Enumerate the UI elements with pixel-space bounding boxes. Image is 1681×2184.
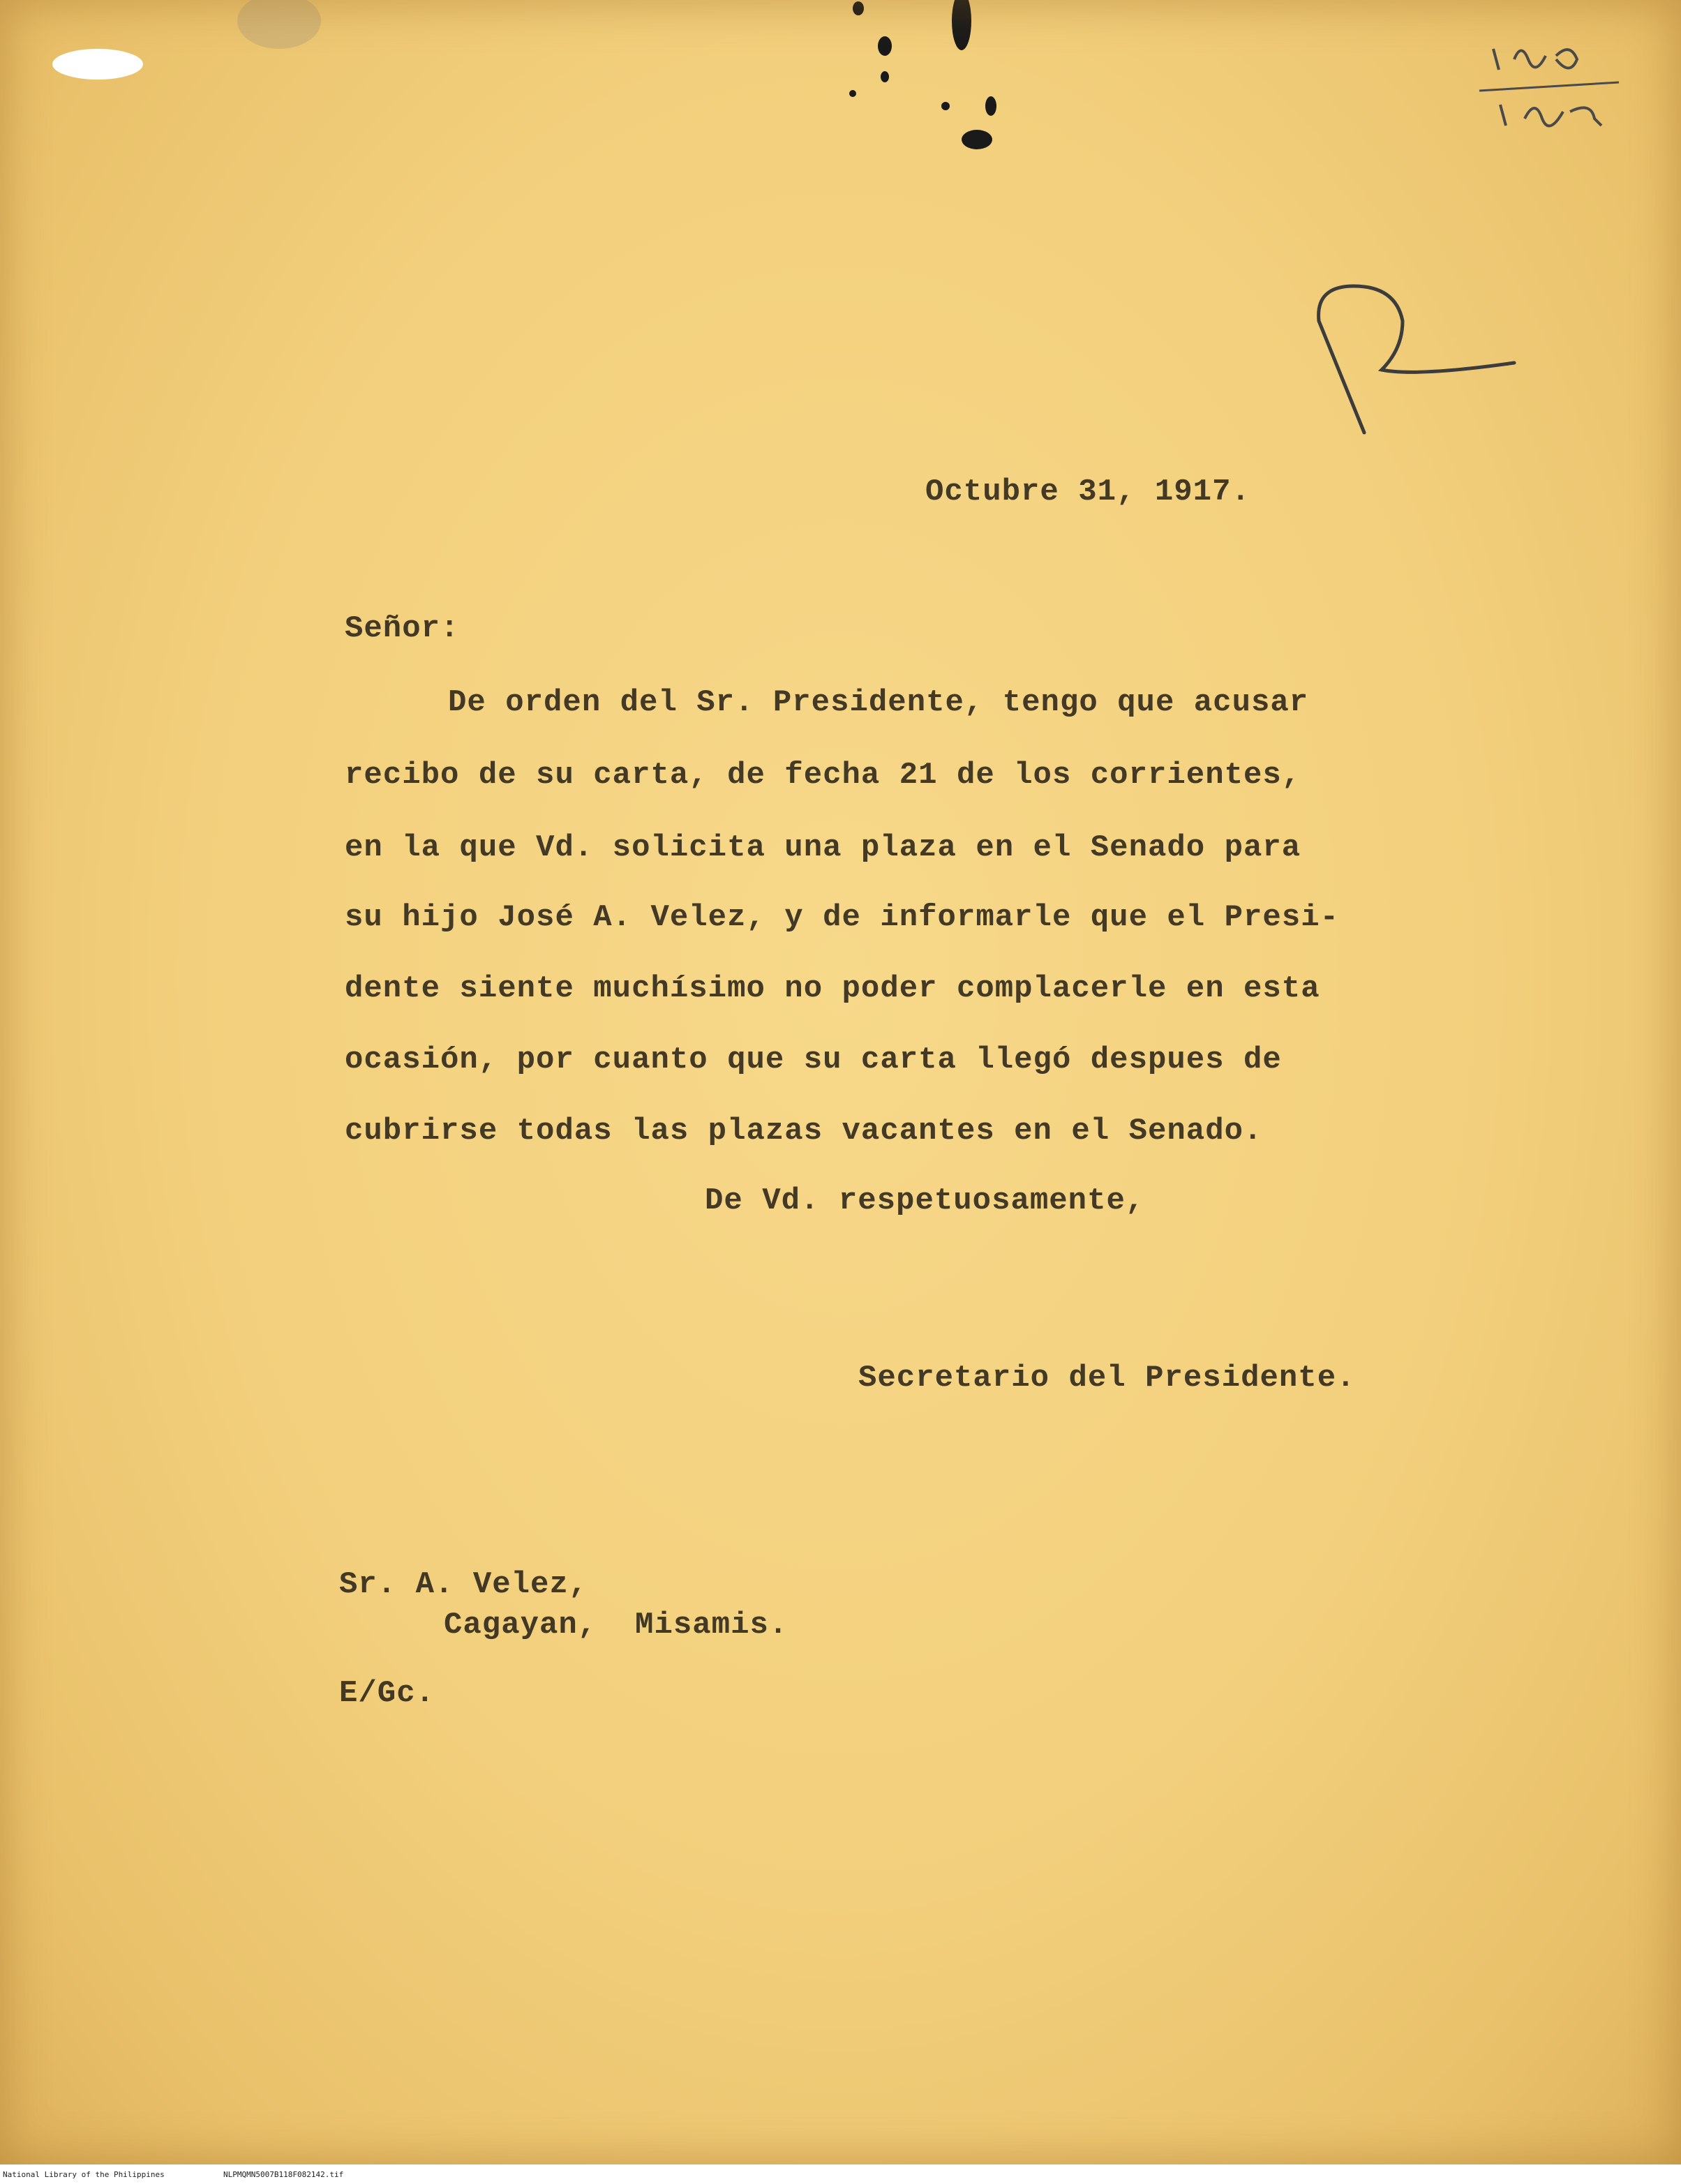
typist-initials: E/Gc. <box>339 1676 435 1711</box>
smudge <box>237 0 321 49</box>
ink-stains <box>0 0 1681 181</box>
ink-blot <box>878 36 892 56</box>
ink-blot <box>853 1 864 15</box>
body-line: De orden del Sr. Presidente, tengo que acusar <box>448 685 1309 720</box>
body-line: dente siente muchísimo no poder complacerle en esta <box>345 971 1320 1006</box>
ink-blot <box>985 96 996 116</box>
ink-blot <box>881 71 889 82</box>
addressee-name: Sr. A. Velez, <box>339 1567 588 1602</box>
body-line: recibo de su carta, de fecha 21 de los corrientes, <box>345 758 1301 793</box>
ink-blot <box>962 130 992 149</box>
body-line: ocasión, por cuanto que su carta llegó despues de <box>345 1042 1282 1077</box>
body-line: su hijo José A. Velez, y de informarle que el Presi- <box>345 900 1340 935</box>
body-line: en la que Vd. solicita una plaza en el Senado para <box>345 830 1301 865</box>
body-line: cubrirse todas las plazas vacantes en el Senado. <box>345 1114 1263 1149</box>
scan-footer <box>0 2164 1681 2184</box>
handwritten-corner-numbers <box>1472 21 1633 140</box>
filename-caption: NLPMQMN5007B118F082142.tif <box>223 2170 344 2179</box>
addressee-place: Cagayan, Misamis. <box>444 1608 789 1643</box>
closing: De Vd. respetuosamente, <box>705 1183 1145 1218</box>
ink-dot <box>849 90 856 97</box>
letter-date: Octubre 31, 1917. <box>925 474 1250 509</box>
ink-dot <box>941 102 950 110</box>
signature-title: Secretario del Presidente. <box>858 1361 1356 1396</box>
library-caption: National Library of the Philippines <box>3 2170 165 2179</box>
handwritten-r-mark <box>1312 272 1535 454</box>
ink-blot <box>952 0 971 50</box>
paper-hole <box>52 49 143 80</box>
salutation: Señor: <box>345 611 460 646</box>
